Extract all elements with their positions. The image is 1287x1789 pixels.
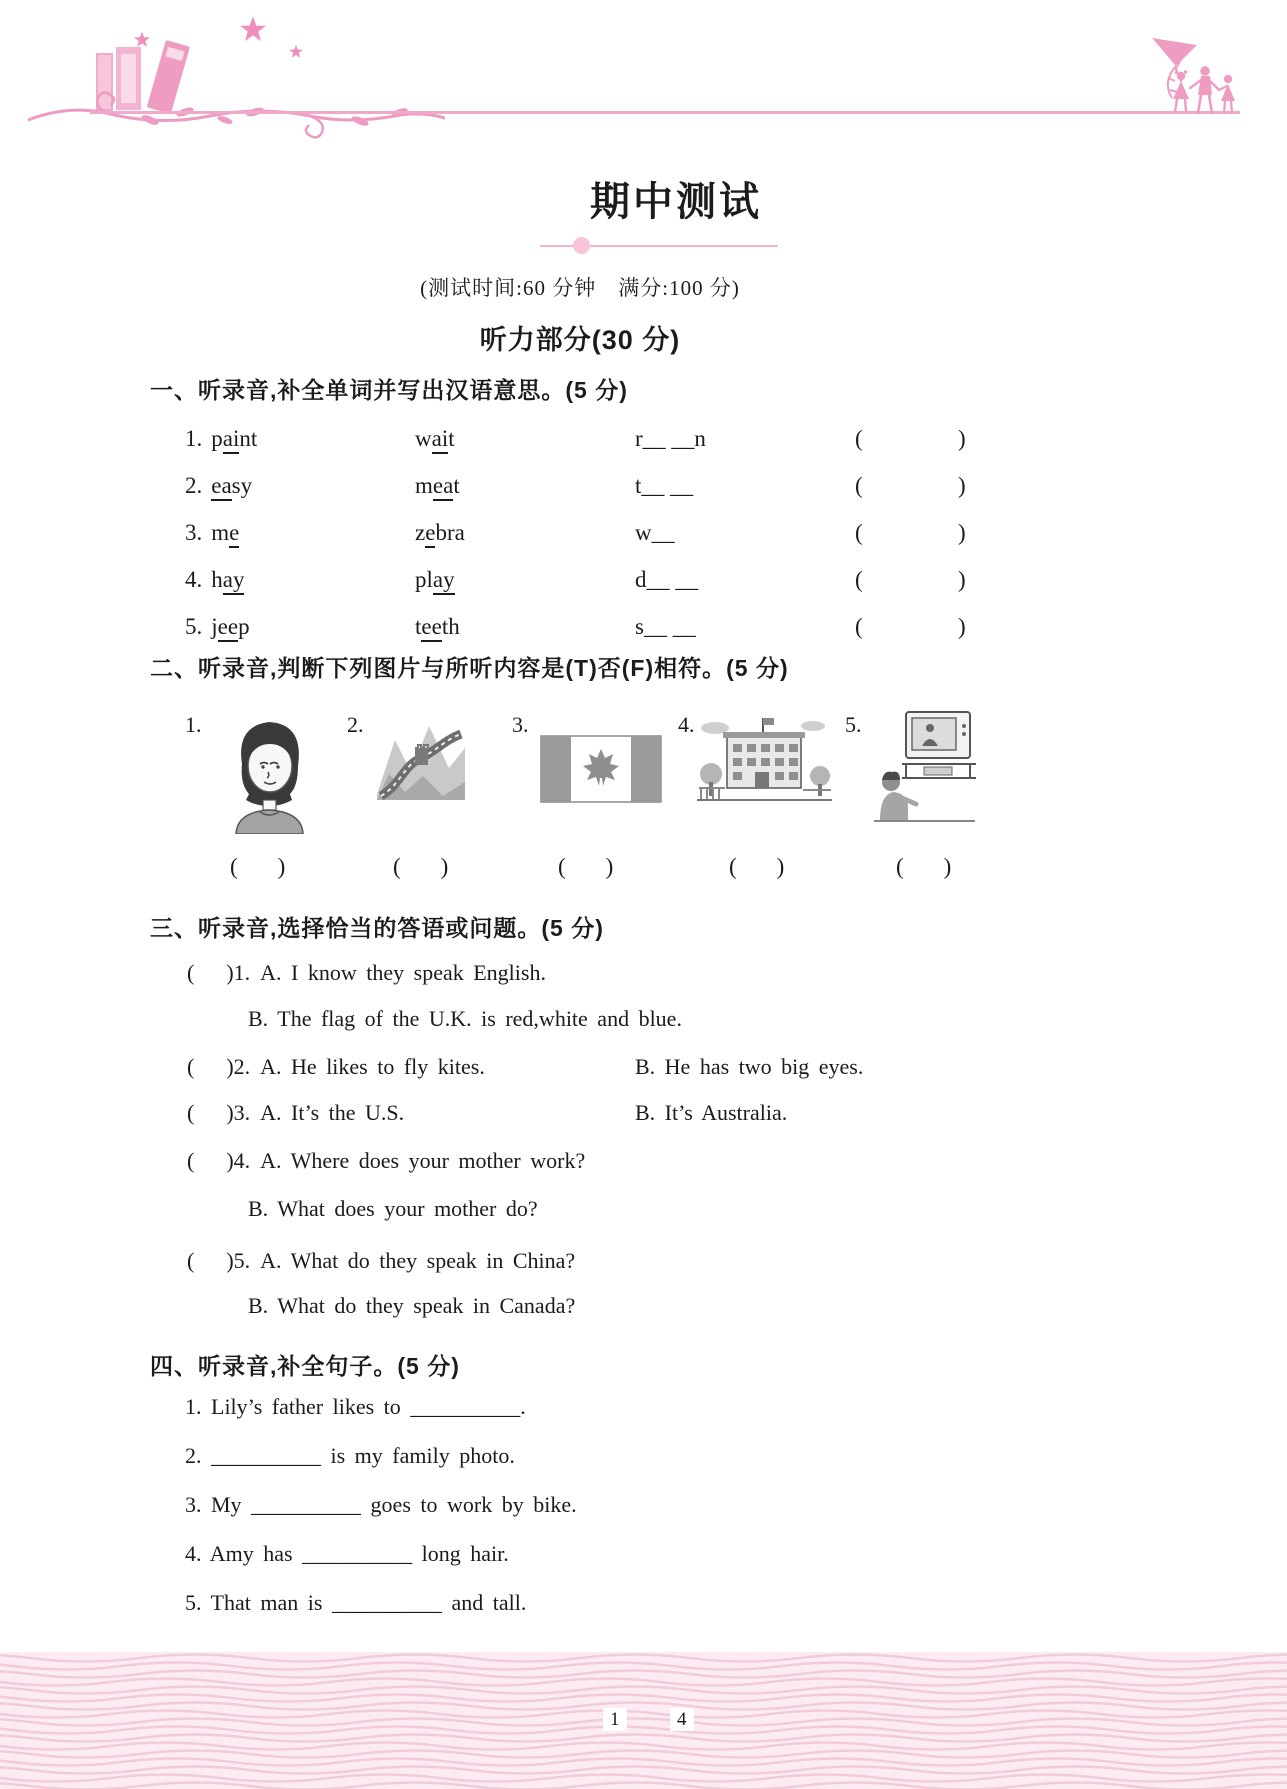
paren-close: ): [226, 1100, 234, 1125]
footer-page-number-right: 4: [670, 1708, 694, 1731]
choice-line-2a: [187, 1054, 485, 1080]
word-row-4: [185, 567, 1085, 597]
school-building-icon: [697, 716, 832, 804]
paren-open: (: [393, 854, 401, 879]
paren-open: (: [187, 960, 195, 985]
paren-close: ): [958, 426, 966, 451]
tf-paren-3: [558, 854, 613, 880]
paren-close: ): [605, 854, 614, 879]
paren-close: ): [958, 614, 966, 639]
option-a: A. It’s the U.S.: [260, 1100, 405, 1125]
word-blank: d__ __: [635, 567, 699, 592]
paren-close: ): [277, 854, 286, 879]
section1-heading: 一、听录音,补全单词并写出汉语意思。(5 分): [150, 377, 628, 403]
item-number: 5.: [233, 1248, 251, 1273]
sentence-item-2: 2. __________ is my family photo.: [185, 1443, 515, 1468]
word-item: teeth: [415, 614, 460, 640]
choice-line-1b: [248, 1006, 682, 1032]
item-number: 4.: [233, 1148, 251, 1173]
paren-open: (: [187, 1100, 195, 1125]
option-a: A. He likes to fly kites.: [260, 1054, 485, 1079]
word-blank: t__ __: [635, 473, 694, 498]
word-row-1: [185, 426, 1085, 456]
word-blank: r__ __n: [635, 426, 706, 451]
header-decoration: [0, 0, 1287, 165]
word-row-2: [185, 473, 1085, 503]
paren-close: ): [958, 473, 966, 498]
paren-open: (: [558, 854, 566, 879]
paren-open: (: [729, 854, 737, 879]
item-number: 2.: [233, 1054, 251, 1079]
sentence-item-5: 5. That man is __________ and tall.: [185, 1590, 527, 1615]
sentence-item-3: 3. My __________ goes to work by bike.: [185, 1492, 577, 1517]
woman-portrait-icon: [222, 712, 317, 834]
child-watching-tv-icon: [872, 706, 977, 824]
picture-1: [222, 712, 317, 839]
choice-line-4b: [248, 1196, 538, 1222]
picture-5: [872, 706, 977, 829]
picture-number-4: 4.: [678, 712, 695, 737]
test-info: (测试时间:60 分钟 满分:100 分): [420, 276, 740, 300]
paren-close: ): [226, 960, 234, 985]
paren-open: (: [855, 473, 863, 498]
tf-paren-4: [729, 854, 784, 880]
paren-close: ): [943, 854, 952, 879]
paren-close: ): [958, 567, 966, 592]
paren-open: (: [187, 1148, 195, 1173]
word-item: play: [415, 567, 455, 593]
tf-paren-5: [896, 854, 951, 880]
choice-line-1a: [187, 960, 546, 986]
paren-open: (: [230, 854, 238, 879]
paren-open: (: [855, 614, 863, 639]
picture-number-3: 3.: [512, 712, 529, 737]
item-number: 1.: [233, 960, 251, 985]
tf-paren-1: [230, 854, 285, 880]
word-row-5: [185, 614, 1085, 644]
paren-close: ): [440, 854, 449, 879]
picture-number-5: 5.: [845, 712, 862, 737]
choice-line-5a: [187, 1248, 575, 1274]
paren-open: (: [855, 520, 863, 545]
books-stars-decoration-icon: [28, 17, 445, 138]
paren-open: (: [187, 1248, 195, 1273]
word-item: 3. me: [185, 520, 239, 545]
paren-close: ): [776, 854, 785, 879]
choice-line-2b: [635, 1054, 863, 1080]
paren-open: (: [855, 426, 863, 451]
sentence-item-1: 1. Lily’s father likes to __________.: [185, 1394, 526, 1419]
option-b: B. It’s Australia.: [635, 1100, 788, 1125]
item-number: 3.: [233, 1100, 251, 1125]
sentence-item-4: 4. Amy has __________ long hair.: [185, 1541, 509, 1566]
picture-number-1: 1.: [185, 712, 202, 737]
option-b: B. He has two big eyes.: [635, 1054, 864, 1079]
header-rule: [90, 111, 1240, 114]
word-blank: w__: [635, 520, 675, 545]
picture-3: [540, 735, 662, 808]
picture-number-2: 2.: [347, 712, 364, 737]
choice-line-4a: [187, 1148, 585, 1174]
great-wall-icon: [375, 712, 467, 802]
option-b: B. What do they speak in Canada?: [248, 1293, 576, 1318]
paren-close: ): [226, 1054, 234, 1079]
word-item: 5. jeep: [185, 614, 250, 639]
choice-line-3b: [635, 1100, 787, 1126]
footer-page-number-left: 1: [603, 1708, 627, 1731]
page-title: 期中测试: [590, 179, 762, 224]
option-b: B. The flag of the U.K. is red,white and blue.: [248, 1006, 682, 1031]
choice-line-3a: [187, 1100, 404, 1126]
word-item: 2. easy: [185, 473, 252, 498]
tf-paren-2: [393, 854, 448, 880]
picture-4: [697, 716, 832, 809]
option-a: A. I know they speak English.: [260, 960, 546, 985]
option-b: B. What does your mother do?: [248, 1196, 538, 1221]
children-flying-kite-decoration-icon: [1152, 38, 1235, 113]
choice-line-5b: [248, 1293, 575, 1319]
word-item: zebra: [415, 520, 465, 546]
paren-open: (: [855, 567, 863, 592]
section3-heading: 三、听录音,选择恰当的答语或问题。(5 分): [150, 915, 604, 941]
listening-part-heading: 听力部分(30 分): [479, 325, 681, 355]
picture-2: [375, 712, 467, 807]
word-item: 1. paint: [185, 426, 257, 451]
section4-heading: 四、听录音,补全句子。(5 分): [150, 1353, 460, 1379]
paren-close: ): [958, 520, 966, 545]
section2-heading: 二、听录音,判断下列图片与所听内容是(T)否(F)相符。(5 分): [150, 655, 789, 681]
word-blank: s__ __: [635, 614, 696, 639]
word-item: wait: [415, 426, 455, 452]
paren-close: ): [226, 1248, 234, 1273]
word-item: 4. hay: [185, 567, 244, 592]
word-row-3: [185, 520, 1085, 550]
paren-open: (: [896, 854, 904, 879]
word-item: meat: [415, 473, 460, 499]
option-a: A. Where does your mother work?: [260, 1148, 586, 1173]
option-a: A. What do they speak in China?: [260, 1248, 576, 1273]
title-dot: [573, 237, 590, 254]
canada-flag-icon: [540, 735, 662, 803]
paren-close: ): [226, 1148, 234, 1173]
paren-open: (: [187, 1054, 195, 1079]
footer-wave-decoration: [0, 1652, 1287, 1789]
